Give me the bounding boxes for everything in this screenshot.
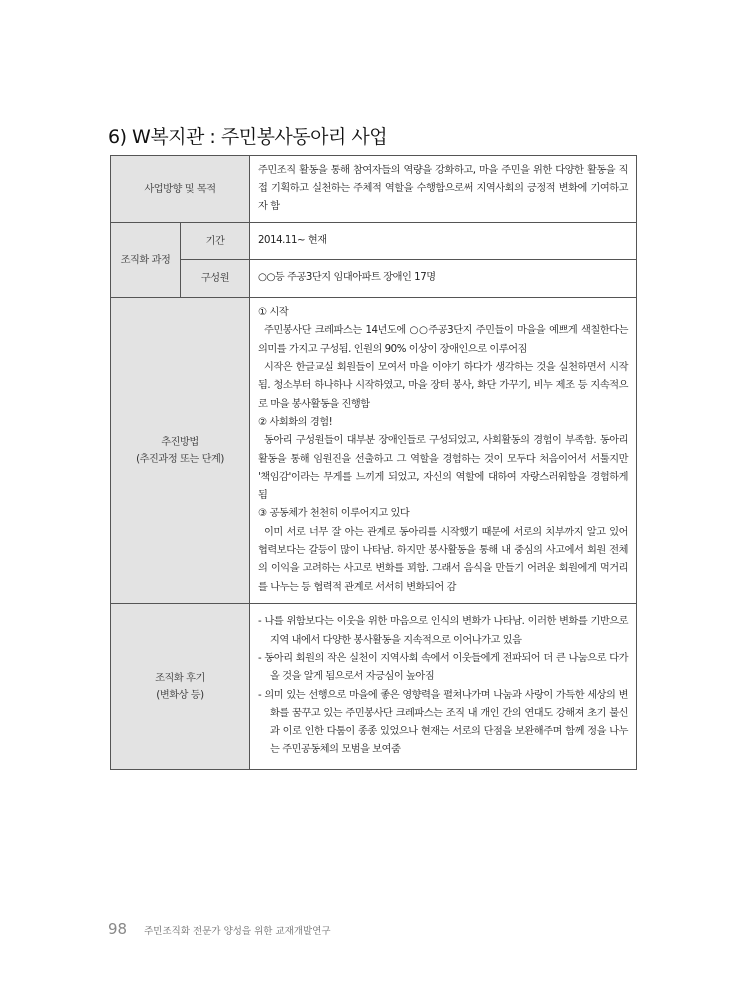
page-number: 98	[108, 920, 128, 938]
method-step-1-paragraph-2: 시작은 한글교실 회원들이 모여서 마을 이야기 하다가 생각하는 것을 실천하면서 시작됨. 청소부터 하나하나 시작하였고, 마을 장터 봉사, 화단 가꾸기, 비누 제조 등 지속적으로 마을 봉사활동을 진행함	[258, 362, 629, 410]
members-value: ○○등 주공3단지 임대아파트 장애인 17명	[250, 260, 637, 298]
page-footer	[108, 920, 331, 938]
review-label-line1: 조직화 후기	[155, 672, 205, 684]
footer-title: 주민조직화 전문가 양성을 위한 교재개발연구	[144, 926, 331, 937]
period-label: 기간	[181, 223, 250, 260]
direction-content	[250, 156, 637, 223]
method-step-2-paragraph: 동아리 구성원들이 대부분 장애인들로 구성되었고, 사회활동의 경험이 부족함. 동아리 활동을 통해 임원진을 선출하고 그 역할을 경험하는 것이 모두다 처음이어서 서툴지만 '책임감'이라는 무게를 느끼게 되었고, 자신의 역할에 대하여 자랑스러워함을 경험하게 됨	[258, 435, 629, 502]
review-item: - 동아리 회원의 작은 실천이 지역사회 속에서 이웃들에게 전파되어 더 큰 나눔으로 다가올 것을 알게 됨으로서 자긍심이 높아짐	[258, 652, 629, 683]
review-item: - 나를 위함보다는 이웃을 위한 마음으로 인식의 변화가 나타남. 이러한 변화를 기반으로 지역 내에서 다양한 봉사활동을 지속적으로 이어나가고 있음	[258, 616, 629, 646]
review-label-line2: (변화상 등)	[156, 689, 204, 701]
method-content	[250, 298, 637, 604]
period-value: 2014.11~ 현재	[250, 223, 637, 260]
method-step-1-paragraph-1: 주민봉사단 크레파스는 14년도에 ○○주공3단지 주민들이 마을을 예쁘게 색칠한다는 의미를 가지고 구성됨. 인원의 90% 이상이 장애인으로 이루어짐	[258, 325, 629, 355]
method-step-2-title: ② 사회화의 경험!	[258, 416, 333, 428]
method-label	[111, 298, 250, 604]
direction-text: 주민조직 활동을 통해 참여자들의 역량을 강화하고, 마을 주민을 위한 다양한 활동을 직접 기획하고 실천하는 주체적 역할을 수행함으로써 지역사회의 긍정적 변화에 기여하고자 함	[258, 164, 629, 213]
method-step-3-paragraph: 이미 서로 너무 잘 아는 관계로 동아리를 시작했기 때문에 서로의 치부까지 알고 있어 협력보다는 갈등이 많이 나타남. 하지만 봉사활동을 통해 내 중심의 사고에서 회원 전체의 이익을 고려하는 사고로 변화를 꾀함. 그래서 음식을 만들기 어려운 회원에게 먹거리를 나누는 등 협력적 관계로 서서히 변화되어 감	[258, 526, 629, 593]
review-row	[111, 604, 637, 770]
method-step-1-title: ① 시작	[258, 307, 289, 319]
period-row	[111, 223, 637, 260]
review-content	[250, 604, 637, 770]
method-label-line1: 추진방법	[161, 436, 199, 448]
direction-label: 사업방향 및 목적	[111, 156, 250, 223]
section-heading: 6) W복지관 : 주민봉사동아리 사업	[108, 126, 388, 148]
program-table	[110, 155, 637, 770]
members-label: 구성원	[181, 260, 250, 298]
process-label: 조직화 과정	[111, 223, 181, 298]
members-row	[111, 260, 637, 298]
method-step-3-title: ③ 공동체가 천천히 이루어지고 있다	[258, 508, 410, 520]
method-label-line2: (추진과정 또는 단계)	[136, 453, 224, 465]
method-row	[111, 298, 637, 604]
direction-row	[111, 156, 637, 223]
review-item: - 의미 있는 선행으로 마을에 좋은 영향력을 펼쳐나가며 나눔과 사랑이 가득한 세상의 변화를 꿈꾸고 있는 주민봉사단 크레파스는 조직 내 개인 간의 연대도 강해져 초기 불신과 이로 인한 다툼이 종종 있었으나 현재는 서로의 단점을 보완해주며 함께 정을 나누는 주민공동체의 모범을 보여줌	[258, 689, 629, 756]
review-label	[111, 604, 250, 770]
